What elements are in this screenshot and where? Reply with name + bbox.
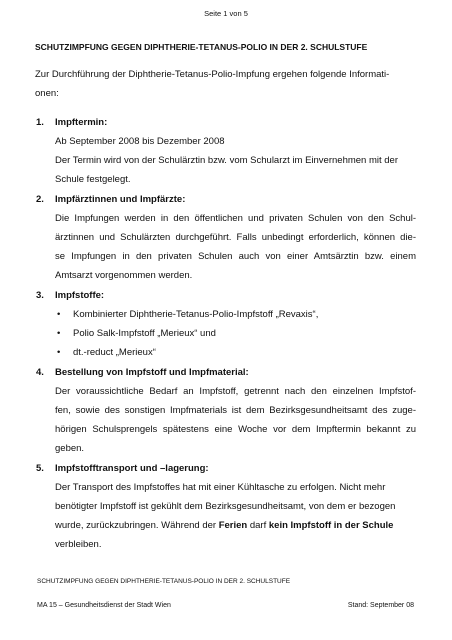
section-heading bbox=[36, 363, 416, 382]
section-transport bbox=[36, 459, 416, 554]
emphasis-ferien: Ferien bbox=[218, 520, 248, 531]
section-body bbox=[36, 382, 416, 458]
document-title: SCHUTZIMPFUNG GEGEN DIPHTHERIE-TETANUS-POLIO IN DER 2. SCHULSTUFE bbox=[35, 42, 368, 52]
section-number: 1. bbox=[36, 117, 44, 128]
section-body bbox=[36, 209, 416, 285]
intro-line: Zur Durchführung der Diphtherie-Tetanus-Polio-Impfung ergehen folgende Informati- bbox=[35, 69, 390, 80]
section-line: verbleiben. bbox=[55, 539, 102, 550]
list-item: • dt.-reduct „Merieux“ bbox=[55, 343, 416, 362]
section-impftermin bbox=[36, 113, 416, 189]
section-line: Ab September 2008 bis Dezember 2008 bbox=[55, 136, 225, 147]
section-line: Der voraussichtliche Bedarf an Impfstoff, getrennt nach den einzelnen Impfstof- bbox=[55, 386, 416, 397]
footer bbox=[37, 602, 414, 609]
section-heading bbox=[36, 113, 416, 132]
section-heading bbox=[36, 459, 416, 478]
section-bestellung bbox=[36, 363, 416, 458]
list-item: • Kombinierter Diphtherie-Tetanus-Polio-Impfstoff „Revaxis“, bbox=[55, 305, 416, 324]
section-line: benötigter Impfstoff ist gekühlt dem Bezirksgesundheitsamt, von dem er bezogen bbox=[55, 501, 396, 512]
section-line: hörigen Schulsprengels spätestens eine Woche vor dem Impftermin bekannt zu bbox=[55, 424, 416, 435]
section-line: ärztinnen und Schulärzten durchgeführt. Falls unbedingt erforderlich, können die- bbox=[55, 232, 416, 243]
section-line: Die Impfungen werden in den öffentlichen und privaten Schulen von den Schul- bbox=[55, 213, 416, 224]
section-body bbox=[36, 132, 416, 189]
section-line: geben. bbox=[55, 443, 85, 454]
bullet-icon: • bbox=[57, 328, 61, 339]
section-line: Amtsarzt vorgenommen werden. bbox=[55, 270, 193, 281]
bullet-icon: • bbox=[57, 347, 61, 358]
section-line: se Impfungen in den privaten Schulen auch von einer Amtsärztin bzw. einem bbox=[55, 251, 416, 262]
section-line: fen, sowie des sonstigen Impfmaterials ist dem Bezirksgesundheitsamt des zuge- bbox=[55, 405, 416, 416]
page-number: Seite 1 von 5 bbox=[204, 9, 248, 18]
intro-line: onen: bbox=[35, 88, 59, 99]
bullet-list bbox=[36, 305, 416, 362]
section-impfstoffe bbox=[36, 286, 416, 362]
section-number: 4. bbox=[36, 367, 44, 378]
list-item: • Polio Salk-Impfstoff „Merieux“ und bbox=[55, 324, 416, 343]
footer-subtitle: SCHUTZIMPFUNG GEGEN DIPHTHERIE-TETANUS-POLIO IN DER 2. SCHULSTUFE bbox=[37, 578, 291, 585]
bullet-icon: • bbox=[57, 309, 61, 320]
intro-paragraph bbox=[35, 65, 415, 103]
section-heading bbox=[36, 286, 416, 305]
section-line: Der Termin wird von der Schulärztin bzw. vom Schularzt im Einvernehmen mit der bbox=[55, 155, 399, 166]
section-title: Impfstofftransport und –lagerung: bbox=[55, 463, 209, 474]
section-impfaerzte bbox=[36, 190, 416, 285]
section-body bbox=[36, 478, 416, 554]
section-line: wurde, zurückzubringen. Während der Ferien darf kein Impfstoff in der Schule bbox=[55, 520, 394, 531]
section-title: Impftermin: bbox=[55, 117, 108, 128]
footer-right: Stand: September 08 bbox=[347, 602, 414, 609]
emphasis-kein-impfstoff: kein Impfstoff in der Schule bbox=[268, 520, 394, 531]
section-number: 2. bbox=[36, 194, 44, 205]
section-title: Bestellung von Impfstoff und Impfmaterial: bbox=[55, 367, 249, 378]
footer-left: MA 15 – Gesundheitsdienst der Stadt Wien bbox=[37, 602, 171, 609]
section-line: Der Transport des Impfstoffes hat mit einer Kühltasche zu erfolgen. Nicht mehr bbox=[55, 482, 386, 493]
section-line: Schule festgelegt. bbox=[55, 174, 131, 185]
section-heading bbox=[36, 190, 416, 209]
section-number: 3. bbox=[36, 290, 44, 301]
section-number: 5. bbox=[36, 463, 44, 474]
section-title: Impfärztinnen und Impfärzte: bbox=[55, 194, 186, 205]
section-title: Impfstoffe: bbox=[55, 290, 105, 301]
